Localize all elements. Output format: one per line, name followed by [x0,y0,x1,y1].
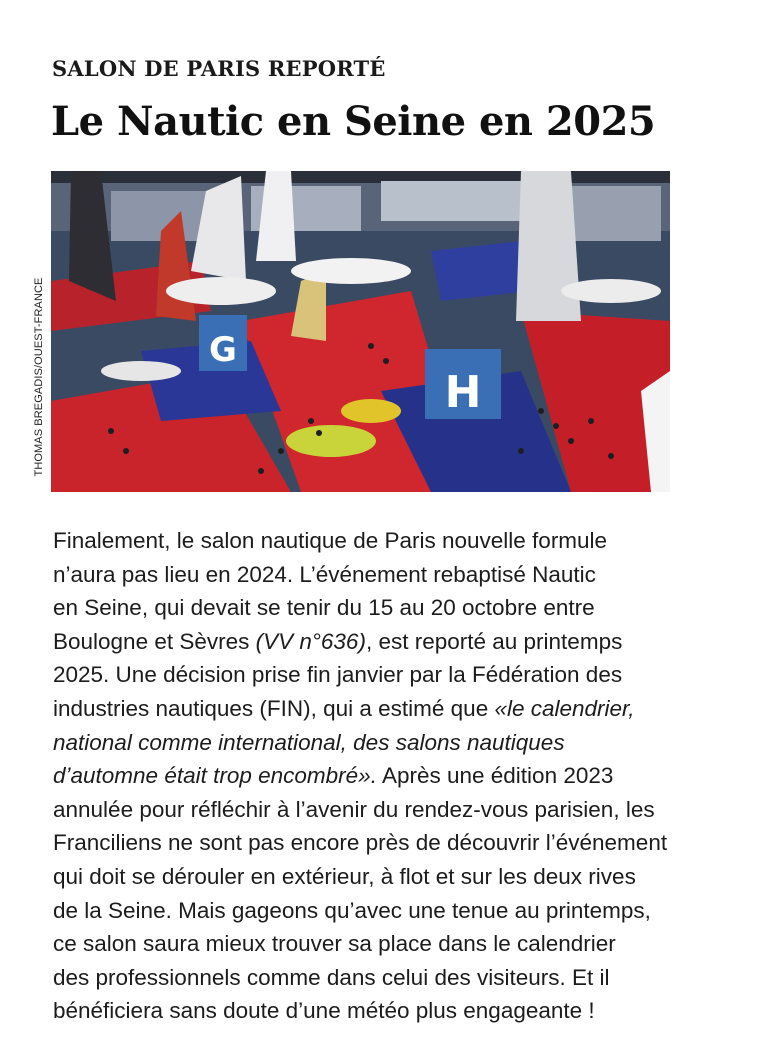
boat-show-photo [51,171,670,492]
hall-sign-g: G [209,330,237,370]
body-line [53,927,683,961]
body-line [53,894,683,928]
body-italic-segment: «le calendrier, [494,695,635,721]
body-line [53,860,683,894]
body-line [53,793,683,827]
hall-sign-h: H [444,367,482,418]
body-line [53,524,683,558]
body-segment: des professionnels comme dans celui des visiteurs. Et il [53,964,610,990]
body-segment: Boulogne et Sèvres [53,628,256,654]
body-line [53,692,683,726]
body-segment: Après une édition 2023 [376,763,614,789]
body-segment: qui doit se dérouler en extérieur, à flot et sur les deux rives [53,863,636,889]
body-segment: Finalement, le salon nautique de Paris nouvelle formule [53,528,608,553]
body-segment: , est reporté au printemps [365,628,623,654]
body-segment: bénéficiera sans doute d’une météo plus engageante ! [53,998,595,1024]
body-line [53,625,683,659]
body-line [53,658,683,692]
photo-credit: THOMAS BREGADIS/OUEST-FRANCE [33,277,45,477]
body-line [53,826,683,860]
boat-show-illustration [51,171,670,492]
kicker: SALON DE PARIS REPORTÉ [52,56,386,81]
body-segment: industries nautiques (FIN), qui a estimé que [53,695,495,721]
body-segment: n’aura pas lieu en 2024. L’événement rebaptisé Nautic [53,561,596,587]
body-line [53,591,683,625]
body-line [53,961,683,995]
body-segment: de la Seine. Mais gageons qu’avec une tenue au printemps, [53,897,651,923]
body-segment: 2025. Une décision prise fin janvier par la Fédération des [53,662,623,688]
body-line [53,558,683,592]
body-segment: annulée pour réfléchir à l’avenir du rendez-vous parisien, les [53,796,655,822]
body-italic-segment: national comme international, des salons nautiques [53,729,565,755]
body-segment: ce salon saura mieux trouver sa place dans le calendrier [53,931,616,957]
body-segment: en Seine, qui devait se tenir du 15 au 20 octobre entre [53,595,595,621]
body-segment: Franciliens ne sont pas encore près de découvrir l’événement [53,830,668,856]
article-body [53,524,683,1028]
body-line [53,759,683,793]
headline: Le Nautic en Seine en 2025 [51,98,656,145]
body-line [53,994,683,1028]
body-line [53,726,683,760]
body-italic-segment: (VV n°636) [255,628,366,654]
body-italic-segment: d’automne était trop encombré». [53,763,377,789]
